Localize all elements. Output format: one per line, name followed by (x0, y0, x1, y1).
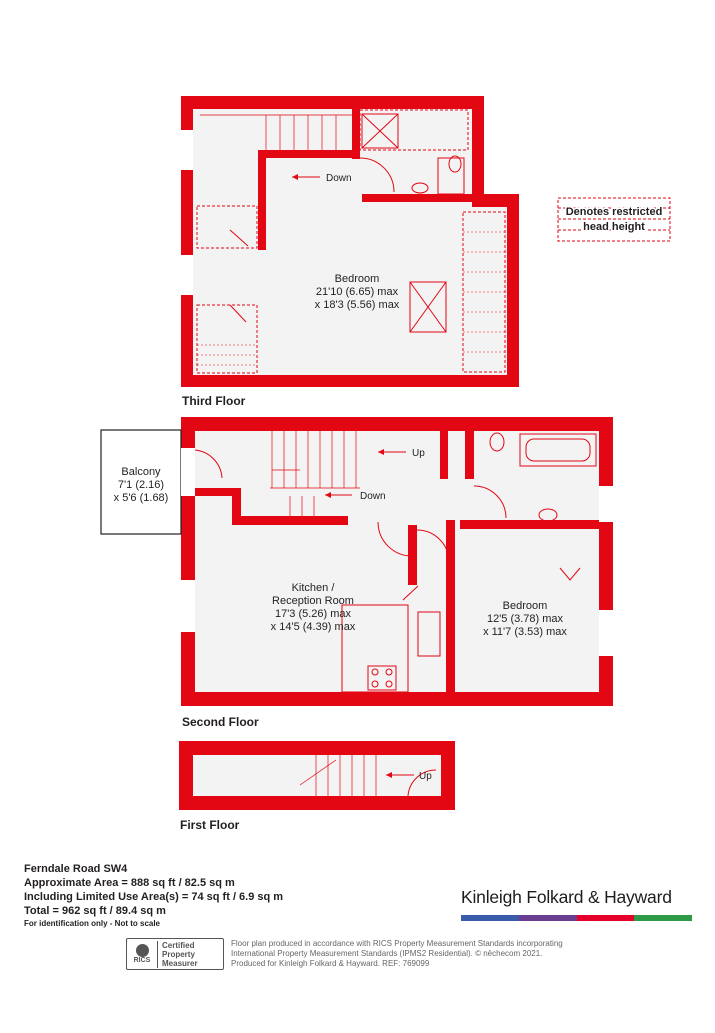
rics-emblem-icon (136, 944, 149, 957)
second-floor-window-left (181, 580, 195, 632)
total-area: Total = 962 sq ft / 89.4 sq m (24, 905, 166, 917)
third-floor-plan (181, 96, 519, 408)
kitchen-dim1: 17'3 (5.26) max (274, 608, 352, 620)
third-floor-bedroom-dim1: 21'10 (6.65) max (315, 286, 399, 298)
brand-bar-green (634, 915, 692, 921)
rics-line1: Certified (162, 940, 195, 950)
brand-logo (461, 887, 692, 921)
second-floor-bedroom-dim1: 12'5 (3.78) max (486, 613, 564, 625)
rics-badge (126, 938, 224, 970)
second-floor-bath-wall-v (465, 431, 474, 479)
first-floor-plan (179, 741, 455, 832)
disclaimer (231, 939, 591, 969)
balcony-door-gap (181, 448, 195, 496)
rics-logo-text: RICS (133, 957, 151, 964)
approximate-area: Approximate Area = 888 sq ft / 82.5 sq m (24, 877, 235, 889)
brand-bar-purple (519, 915, 577, 921)
property-address: Ferndale Road SW4 (24, 863, 128, 875)
legend (558, 198, 670, 241)
third-floor-bedroom-name: Bedroom (334, 273, 380, 285)
third-floor-down-label: Down (326, 173, 352, 184)
third-floor-label: Third Floor (182, 394, 246, 408)
second-floor-up-label: Up (412, 448, 425, 459)
balcony-name: Balcony (121, 466, 161, 478)
third-floor-area (193, 109, 507, 375)
third-floor-window-left (181, 130, 193, 170)
brand-bar-blue (461, 915, 519, 921)
balcony-dim1: 7'1 (2.16) (117, 479, 165, 491)
second-floor-bath-bottom-wall (460, 520, 599, 529)
legend-line1: Denotes restricted (565, 206, 663, 218)
disclaimer-line1: Floor plan produced in accordance with RICS Property Measurement Standards incorporating (231, 939, 563, 948)
second-floor-bedroom-dim2: x 11'7 (3.53) max (483, 626, 567, 638)
kitchen-dim2: x 14'5 (4.39) max (270, 621, 356, 633)
rics-logo-icon (127, 940, 157, 968)
limited-use-area: Including Limited Use Area(s) = 74 sq ft / 6.9 sq m (24, 891, 284, 903)
second-floor-stair-wall (195, 488, 241, 496)
third-floor-bedroom-dim2: x 18'3 (5.56) max (314, 299, 400, 311)
third-floor-bath-lower-wall (362, 194, 472, 202)
disclaimer-line3: Produced for Kinleigh Folkard & Hayward. REF: 769099 (231, 959, 430, 968)
second-floor-down-label: Down (360, 491, 386, 502)
first-floor-up-label: Up (419, 771, 432, 782)
disclaimer-line2: International Property Measurement Standards (IPMS2 Residential). © nēchecom 2021. (231, 949, 543, 958)
second-floor-hall-wall (232, 516, 348, 525)
identification-note: For identification only - Not to scale (24, 919, 161, 928)
second-floor-label: Second Floor (182, 715, 259, 729)
third-floor-bath-wall (352, 109, 360, 159)
third-floor-window-left-2 (181, 255, 193, 295)
third-floor-partition (258, 150, 266, 250)
kitchen-name-2: Reception Room (272, 595, 354, 607)
first-floor-label: First Floor (180, 818, 240, 832)
second-floor-area (195, 431, 599, 692)
second-floor-kitchen-wall-v (408, 525, 417, 585)
rics-line3: Measurer (162, 958, 198, 968)
second-floor-window-right (599, 486, 613, 522)
second-floor-plan (101, 417, 613, 729)
property-info (24, 862, 354, 930)
brand-name: Kinleigh Folkard & Hayward (461, 887, 672, 907)
brand-color-bar (461, 915, 692, 921)
balcony-dim2: x 5'6 (1.68) (113, 492, 169, 504)
second-floor-bedroom-name: Bedroom (502, 600, 548, 612)
second-floor-window-right-2 (599, 610, 613, 656)
kitchen-name-1: Kitchen / (291, 582, 335, 594)
legend-line2: head height (583, 221, 645, 233)
second-floor-cupboard-wall (440, 431, 448, 479)
brand-bar-red (577, 915, 635, 921)
second-floor-bedroom-wall-v (446, 520, 455, 692)
third-floor-stair-wall (258, 150, 358, 158)
rics-line2: Property (162, 949, 195, 959)
rics-description (157, 941, 198, 968)
